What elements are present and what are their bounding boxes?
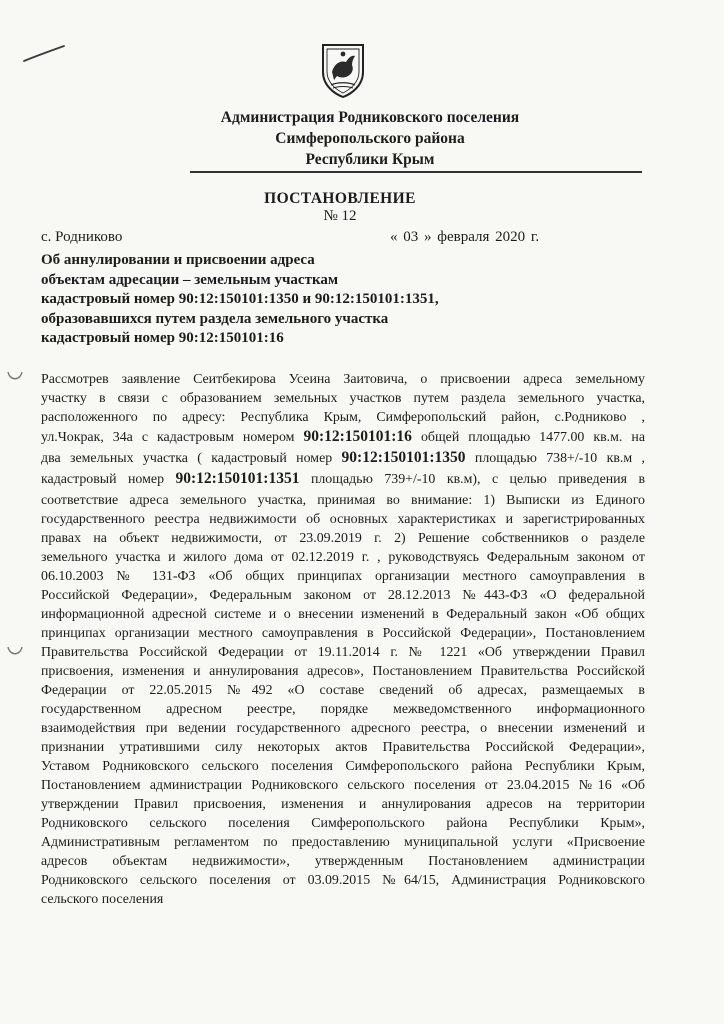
body-text-line: Федерации от 22.05.2015 №492 «О составе сведений об адресах, размещаемых в bbox=[41, 683, 645, 698]
cadastral-number: 90:12:150101:1351 bbox=[175, 470, 300, 487]
body-text-line: 06.10.2003 № 131-ФЗ «Об общих принципах организации местного самоуправления в bbox=[41, 569, 645, 584]
body-text-line: информационной адресной системе и о внесении изменений в Федеральный закон «Об общих bbox=[41, 607, 645, 622]
org-name-line3: Республики Крым bbox=[305, 151, 435, 168]
body-text-line: адресов объектам недвижимости», утвержденным Постановлением администрации bbox=[41, 854, 645, 869]
body-text-line: Постановлением администрации Родниковского сельского поселения от 23.04.2015 №16 «Об bbox=[41, 778, 645, 793]
body-text-line bbox=[41, 471, 645, 488]
body-text-line bbox=[41, 450, 645, 467]
body-text-line: государственном адресном реестре, порядке межведомственного информационного bbox=[41, 702, 645, 717]
document-subject bbox=[41, 251, 541, 349]
body-text-line: Родниковского сельского поселения от 03.09.2015 №64/15, Администрация Родниковского bbox=[41, 873, 645, 888]
subject-line: Об аннулировании и присвоении адреса bbox=[41, 252, 315, 268]
subject-line: объектам адресации – земельным участкам bbox=[41, 271, 339, 288]
body-text-line: расположенного по адресу: Республика Крым, Симферопольский район, с.Родниково , bbox=[41, 410, 645, 425]
subject-line: образовавшихся путем раздела земельного участка bbox=[41, 310, 389, 327]
body-text-segment: кадастровый номер bbox=[41, 472, 165, 487]
body-text-line: соответствие адреса земельного участка, принимая во внимание: 1) Выписки из Единого bbox=[41, 493, 645, 508]
body-text-line: взаимодействия при ведении государственного адресного реестра, о внесении изменений и bbox=[41, 721, 645, 736]
body-text-line: сельского поселения bbox=[41, 892, 164, 907]
header-divider bbox=[190, 171, 642, 173]
body-text-line: признании утратившими силу некоторых актов Правительства Российской Федерации», bbox=[41, 740, 645, 755]
org-name-line2: Симферопольского района bbox=[275, 130, 465, 147]
org-name-line1: Администрация Родниковского поселения bbox=[220, 109, 520, 126]
body-text-line bbox=[41, 429, 645, 446]
punch-hole-icon bbox=[6, 369, 24, 383]
pen-mark-icon bbox=[22, 44, 66, 64]
body-text-line: Правительства Российской Федерации от 19.11.2014 г. № 1221 «Об утверждении Правил bbox=[41, 645, 645, 660]
body-text-segment: площадью 738+/-10 кв.м , bbox=[474, 451, 645, 466]
cadastral-number: 90:12:150101:16 bbox=[303, 428, 412, 445]
body-text-line: правах на объект недвижимости, от 23.09.2019 г. 2) Решение собственников о разделе bbox=[41, 531, 645, 546]
document-number: № 12 bbox=[323, 208, 357, 224]
document-place: с. Родниково bbox=[41, 229, 123, 245]
crimea-coat-of-arms-icon bbox=[318, 42, 368, 98]
body-text-line: Административным регламентом по предоставлению муниципальной услуги «Присвоение bbox=[41, 835, 645, 850]
document-date: « 03 » февраля 2020 г. bbox=[390, 229, 540, 245]
body-text-segment: ул.Чокрак, 34а с кадастровым номером bbox=[41, 430, 295, 445]
body-text-line: государственного реестра недвижимости об основных характеристиках и зарегистрированных bbox=[41, 512, 645, 527]
body-text-line: Родниковского сельского поселения Симферопольского района Республики Крым», bbox=[41, 816, 645, 831]
subject-line: кадастровый номер 90:12:150101:16 bbox=[41, 330, 284, 347]
body-text-line: участку в связи с образованием земельных участков путем раздела земельного участка, bbox=[41, 391, 645, 406]
body-text-segment: площадью 739+/-10 кв.м), с целью приведения в bbox=[310, 472, 646, 487]
subject-line: кадастровый номер 90:12:150101:1350 и 90:12:150101:1351, bbox=[41, 291, 439, 308]
body-text-line: земельного участка и жилого дома от 02.12.2019 г. , руководствуясь Федеральным законом от bbox=[41, 550, 645, 565]
body-text-line: принципах организации местного самоуправления в Российской Федерации», Постановлением bbox=[41, 626, 645, 641]
body-text-line: Рассмотрев заявление Сеитбекирова Усеина Заитовича, о присвоении адреса земельному bbox=[41, 372, 645, 387]
body-text-line: утверждении Правил присвоения, изменения и аннулирования адресов на территории bbox=[41, 797, 645, 812]
cadastral-number: 90:12:150101:1350 bbox=[341, 449, 466, 466]
body-text-segment: два земельных участка ( кадастровый номер bbox=[41, 451, 333, 466]
body-text-line: присвоения, изменения и аннулирования адресов», Постановлением Правительства Российской bbox=[41, 664, 645, 679]
document-type-title: ПОСТАНОВЛЕНИЕ bbox=[264, 190, 416, 207]
punch-hole-icon bbox=[6, 644, 24, 658]
body-text-line: Уставом Родниковского сельского поселения Симферопольского района Республики Крым, bbox=[41, 759, 645, 774]
body-text-segment: общей площадью 1477.00 кв.м. на bbox=[420, 430, 646, 445]
body-text-line: Российской Федерации», Федеральным законом от 28.12.2013 №443-ФЗ «О федеральной bbox=[41, 588, 645, 603]
